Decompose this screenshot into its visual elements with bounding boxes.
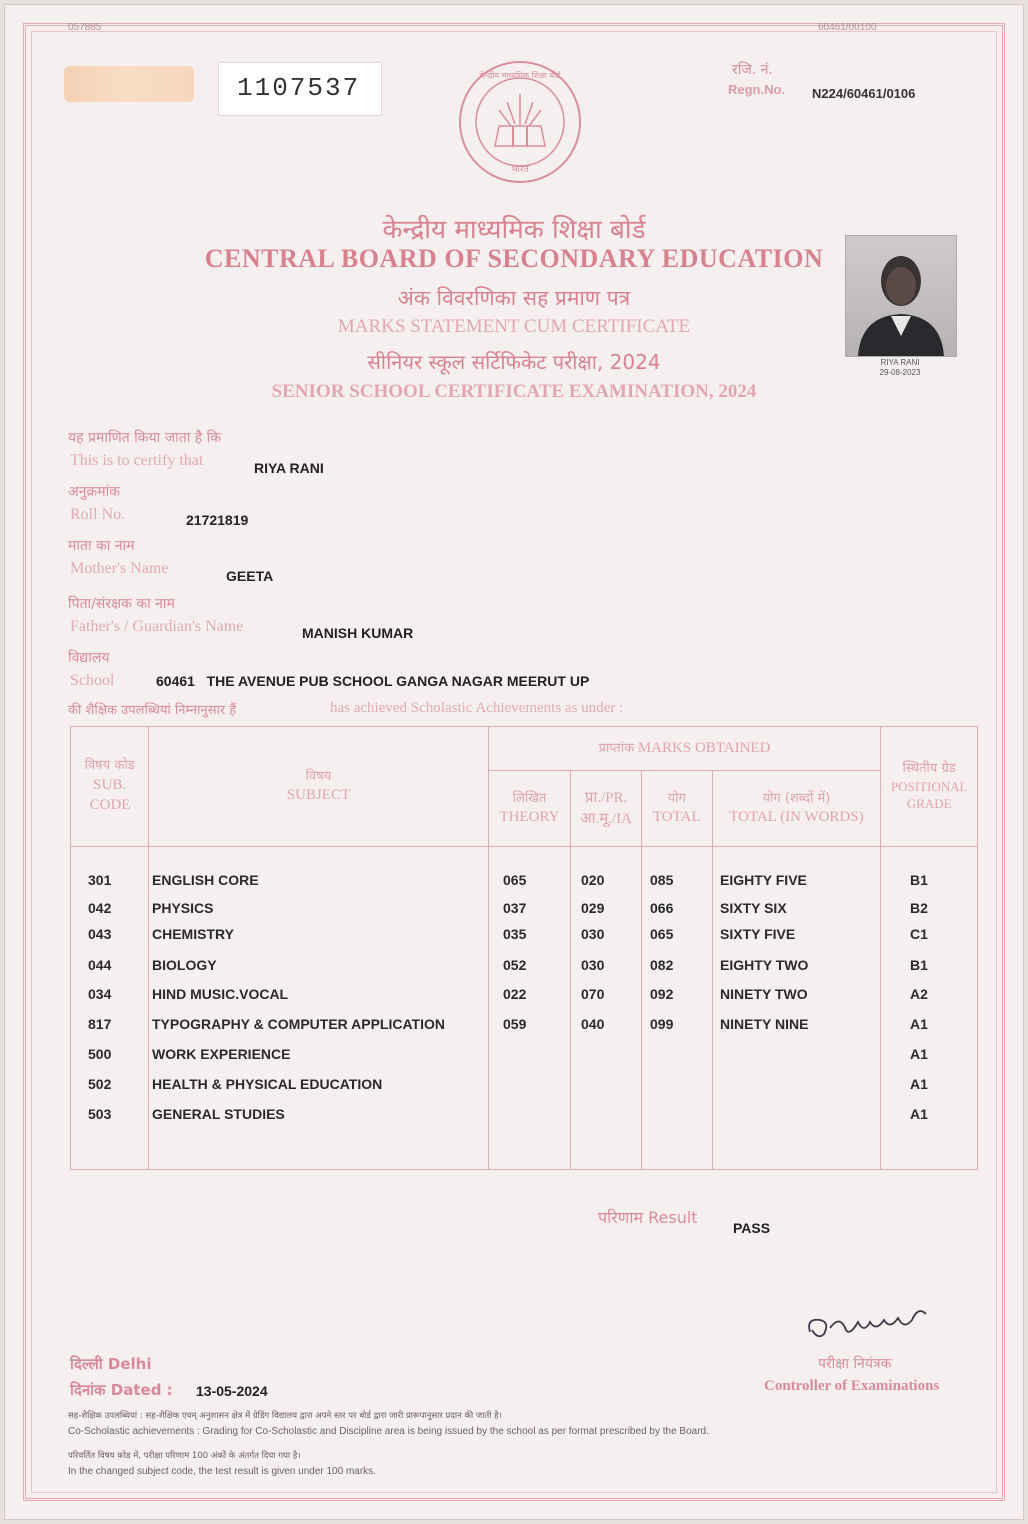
person-icon xyxy=(846,236,956,356)
marks-table xyxy=(70,726,978,1170)
roll-number: 21721819 xyxy=(186,512,249,528)
certify-label-hi: यह प्रमाणित किया जाता है कि xyxy=(68,430,222,446)
regn-label-hi: रजि. नं. xyxy=(732,62,773,78)
regn-number: N224/60461/0106 xyxy=(812,86,916,101)
signature-icon xyxy=(800,1300,950,1350)
header-marks-obtained: प्राप्तांक MARKS OBTAINED xyxy=(488,727,881,771)
cert-title-hi: अंक विवरणिका सह प्रमाण पत्र xyxy=(397,286,631,310)
result-value: PASS xyxy=(733,1220,771,1236)
note-co-scholastic-hi: सह-शैक्षिक उपलब्धियां : सह-शैक्षिक एवम् अनुशासन क्षेत्र में ग्रेडिंग विद्यालय द्वारा अपने स्तर पर बोर्ड द्वारा जारी प्रारूपानुसार प्रदान की जाती है। xyxy=(68,1411,502,1421)
photo-caption-date: 29-08-2023 xyxy=(879,368,921,377)
student-name: RIYA RANI xyxy=(254,460,324,476)
serial-box xyxy=(218,62,382,116)
result-label: परिणाम Result xyxy=(598,1208,698,1227)
school-label-en: School xyxy=(70,672,115,689)
note-co-scholastic-en: Co-Scholastic achievements : Grading for Co-Scholastic and Discipline area is being issued by the school as per format prescribed by the Board. xyxy=(68,1426,709,1437)
serial-number: 1107537 xyxy=(237,73,361,103)
controller-label-hi: परीक्षा नियंत्रक xyxy=(818,1356,892,1372)
school-name: 60461 THE AVENUE PUB SCHOOL GANGA NAGAR MEERUT UP xyxy=(156,673,590,689)
note-changed-code-en: In the changed subject code, the test result is given under 100 marks. xyxy=(68,1466,376,1477)
dated-label: दिनांक Dated : xyxy=(70,1381,173,1399)
father-label-en: Father's / Guardian's Name xyxy=(70,618,244,635)
controller-label-en: Controller of Examinations xyxy=(764,1378,940,1394)
father-label-hi: पिता/संरक्षक का नाम xyxy=(68,596,175,612)
board-title-hi: केन्द्रीय माध्यमिक शिक्षा बोर्ड xyxy=(382,215,646,245)
photo-caption-name: RIYA RANI xyxy=(880,358,920,367)
father-name: MANISH KUMAR xyxy=(302,625,414,641)
seal-bottom-text: भारत xyxy=(511,165,529,175)
mother-label-hi: माता का नाम xyxy=(68,538,135,554)
left-code: 057885 xyxy=(68,22,102,33)
regn-label-en: Regn.No. xyxy=(728,82,786,97)
achieved-label-en: has achieved Scholastic Achievements as under : xyxy=(330,700,624,716)
student-photo xyxy=(845,235,957,357)
achieved-label-hi: की शैक्षिक उपलब्धियां निम्नानुसार हैं xyxy=(68,703,237,718)
header-practical: प्रा./PR. आ.मू./IA xyxy=(571,771,642,847)
place-label: दिल्ली Delhi xyxy=(70,1355,152,1373)
header-subject: विषय SUBJECT xyxy=(149,727,488,847)
board-title-en: CENTRAL BOARD OF SECONDARY EDUCATION xyxy=(204,244,824,273)
right-code: 60461/00100 xyxy=(818,22,877,33)
header-total: योग TOTAL xyxy=(641,771,712,847)
header-sub-code: विषय कोड SUB. CODE xyxy=(71,727,149,847)
roll-label-en: Roll No. xyxy=(70,506,126,523)
exam-title-hi: सीनियर स्कूल सर्टिफिकेट परीक्षा, 2024 xyxy=(367,350,661,374)
note-changed-code-hi: परिवर्तित विषय कोड में, परीक्षा परिणाम 100 अंकों के अंतर्गत दिया गया है। xyxy=(68,1451,301,1461)
redacted-area xyxy=(64,66,194,102)
roll-label-hi: अनुक्रमांक xyxy=(68,484,120,500)
header-theory: लिखित THEORY xyxy=(488,771,571,847)
mother-name: GEETA xyxy=(226,568,274,584)
certify-label-en: This is to certify that xyxy=(70,452,204,469)
exam-title-en: SENIOR SCHOOL CERTIFICATE EXAMINATION, 2024 xyxy=(271,381,757,402)
header-positional-grade: स्थितीय ग्रेड POSITIONAL GRADE xyxy=(881,727,978,847)
seal-top-text: केन्द्रीय माध्यमिक शिक्षा बोर्ड xyxy=(479,71,561,80)
school-label-hi: विद्यालय xyxy=(68,650,110,666)
mother-label-en: Mother's Name xyxy=(70,560,169,577)
issue-date: 13-05-2024 xyxy=(196,1383,268,1399)
header-total-words: योग (शब्दों में) TOTAL (IN WORDS) xyxy=(712,771,881,847)
cert-title-en: MARKS STATEMENT CUM CERTIFICATE xyxy=(337,316,691,337)
